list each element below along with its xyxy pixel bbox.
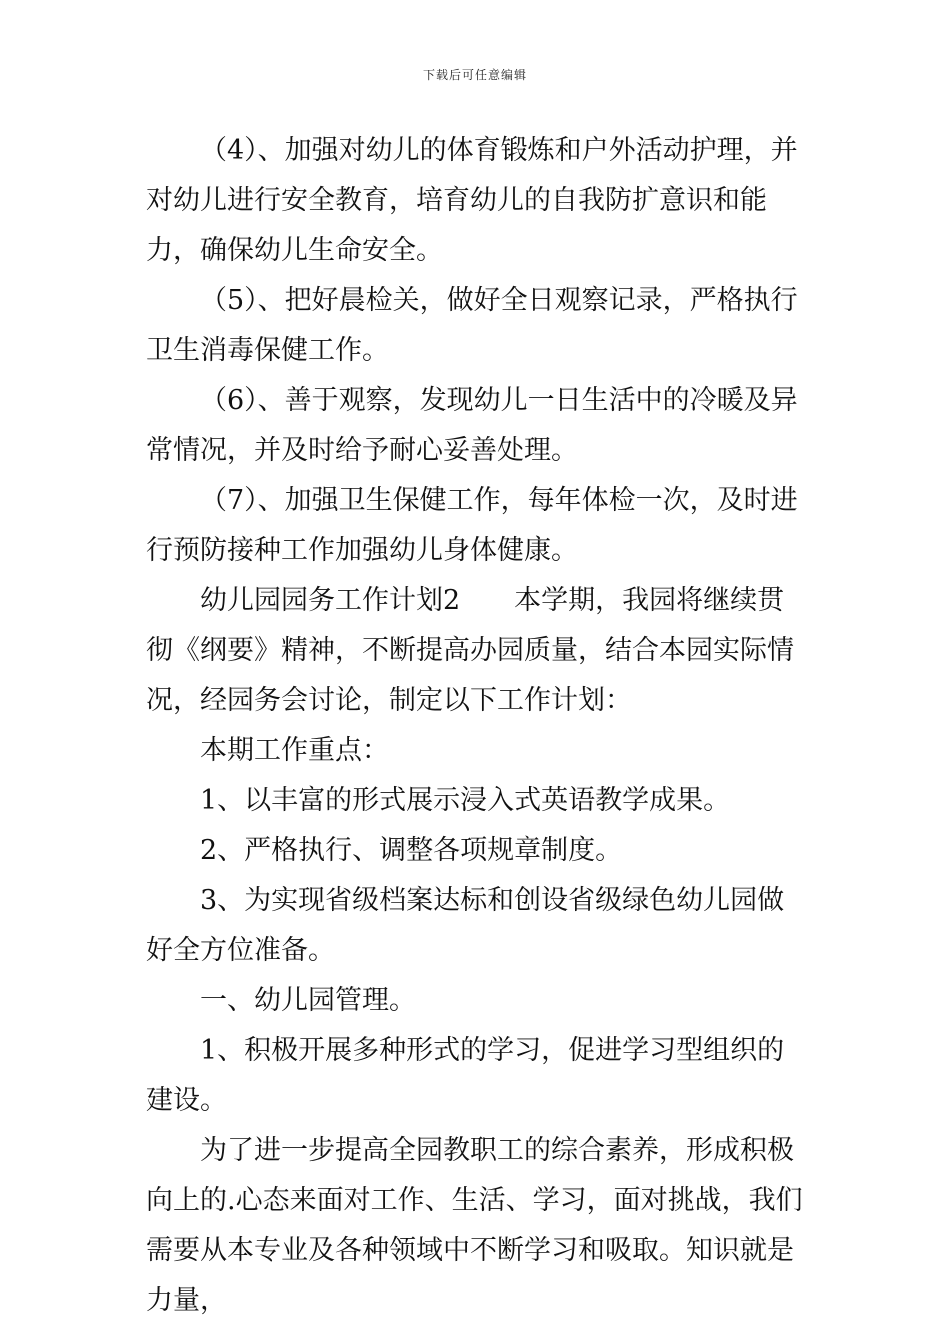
key-point-1: 1、以丰富的形式展示浸入式英语教学成果。 <box>200 785 731 816</box>
section-heading-management: 一、幼儿园管理。 <box>200 985 416 1016</box>
document-body <box>146 126 808 1326</box>
key-points-heading: 本期工作重点： <box>200 735 389 766</box>
paragraph-item-6: （6）、善于观察，发现幼儿一日生活中的冷暖及异常情况，并及时给予耐心妥善处理。 <box>146 385 798 466</box>
management-body-paragraph: 为了进一步提高全园教职工的综合素养，形成积极向上的.心态来面对工作、生活、学习，面对挑战，我们需要从本专业及各种领域中不断学习和吸取。知识就是力量， <box>146 1135 803 1316</box>
page-header: 下载后可任意编辑 <box>422 68 527 82</box>
key-point-2: 2、严格执行、调整各项规章制度。 <box>200 835 623 866</box>
management-item-1: 1、积极开展多种形式的学习，促进学习型组织的建设。 <box>146 1035 785 1116</box>
paragraph-item-7: （7）、加强卫生保健工作，每年体检一次，及时进行预防接种工作加强幼儿身体健康。 <box>146 485 798 566</box>
plan-intro-paragraph: 幼儿园园务工作计划2 本学期，我园将继续贯彻《纲要》精神，不断提高办园质量，结合本园实际情况，经园务会讨论，制定以下工作计划： <box>146 585 794 716</box>
paragraph-item-4: （4）、加强对幼儿的体育锻炼和户外活动护理，并对幼儿进行安全教育，培育幼儿的自我防扩意识和能力，确保幼儿生命安全。 <box>146 135 798 266</box>
paragraph-item-5: （5）、把好晨检关，做好全日观察记录，严格执行卫生消毒保健工作。 <box>146 285 798 366</box>
key-point-3: 3、为实现省级档案达标和创设省级绿色幼儿园做好全方位准备。 <box>146 885 785 966</box>
